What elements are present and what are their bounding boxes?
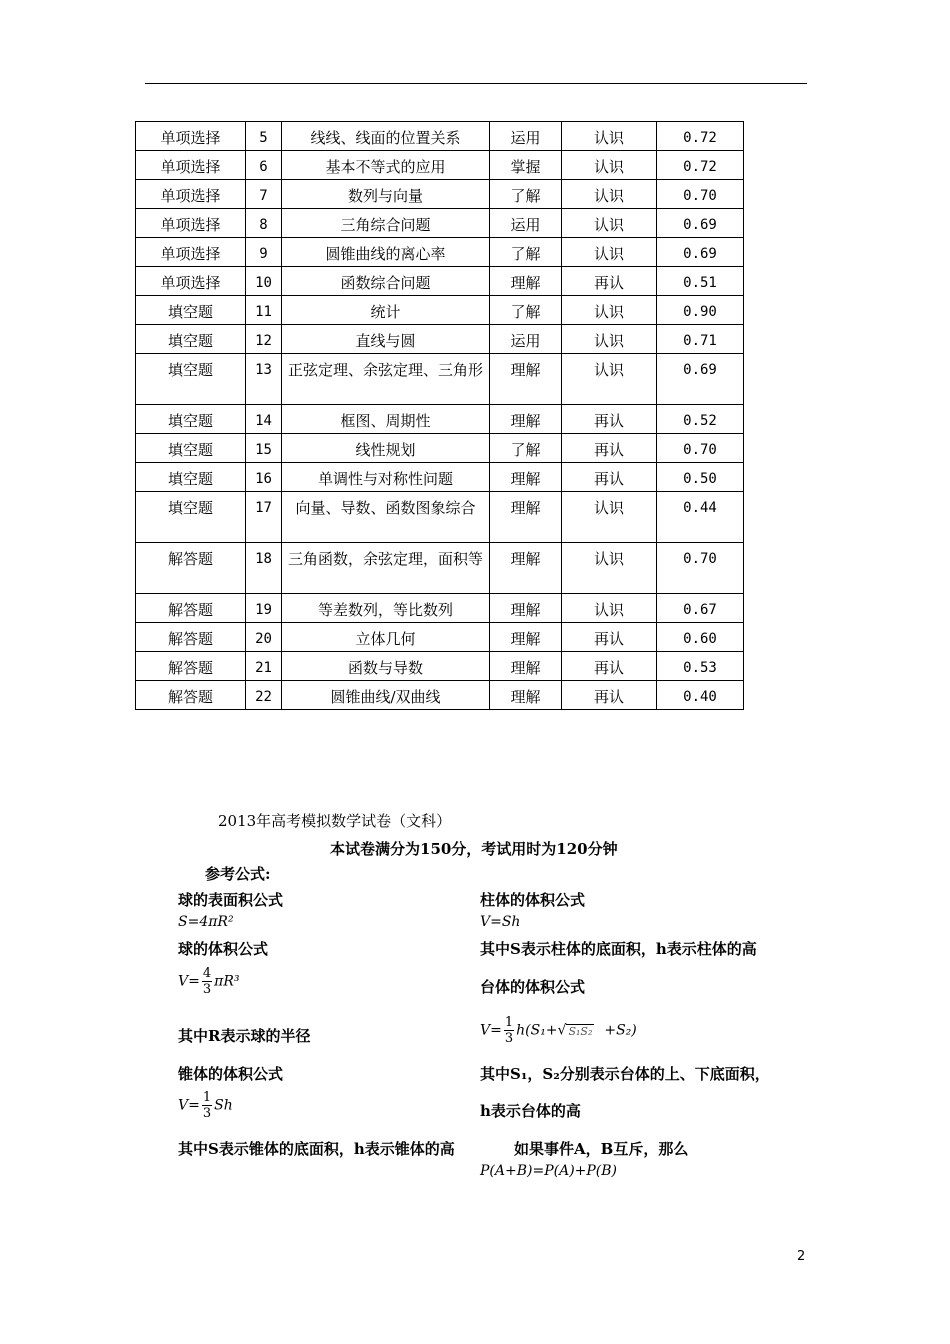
content-cell: 三角函数，余弦定理，面积等 [282,543,490,594]
table-row [136,652,744,681]
table-row [136,180,744,209]
question-number-cell: 22 [246,681,282,710]
level-cell: 理解 [490,354,562,405]
question-type-cell: 填空题 [136,405,246,434]
difficulty-cell: 0.69 [657,209,744,238]
cognition-cell: 再认 [562,623,657,652]
prism-volume-label: 柱体的体积公式 [480,891,586,909]
sphere-volume-num: 4 [202,966,212,981]
cognition-cell: 认识 [562,122,657,151]
cognition-cell: 再认 [562,434,657,463]
level-cell: 理解 [490,543,562,594]
difficulty-cell: 0.52 [657,405,744,434]
table-row [136,151,744,180]
table-row [136,492,744,543]
event-formula: P(A+B)=P(A)+P(B) [480,1163,618,1179]
question-type-cell: 单项选择 [136,209,246,238]
frustum-volume-fraction [504,1015,514,1046]
question-type-cell: 单项选择 [136,180,246,209]
question-type-cell: 解答题 [136,652,246,681]
question-type-cell: 填空题 [136,492,246,543]
spec-table-body [136,122,744,710]
table-row [136,209,744,238]
level-cell: 理解 [490,463,562,492]
cognition-cell: 认识 [562,180,657,209]
question-type-cell: 单项选择 [136,122,246,151]
frustum-volume-num: 1 [504,1015,514,1030]
table-row [136,463,744,492]
cognition-cell: 认识 [562,238,657,267]
difficulty-cell: 0.44 [657,492,744,543]
level-cell: 理解 [490,405,562,434]
question-number-cell: 11 [246,296,282,325]
content-cell: 线线、线面的位置关系 [282,122,490,151]
question-number-cell: 18 [246,543,282,594]
cognition-cell: 认识 [562,492,657,543]
table-row [136,681,744,710]
event-note: 如果事件A，B互斥，那么 [514,1140,689,1158]
question-type-cell: 填空题 [136,434,246,463]
question-type-cell: 单项选择 [136,151,246,180]
question-number-cell: 6 [246,151,282,180]
content-cell: 向量、导数、函数图象综合 [282,492,490,543]
question-type-cell: 解答题 [136,681,246,710]
difficulty-cell: 0.71 [657,325,744,354]
question-number-cell: 8 [246,209,282,238]
level-cell: 运用 [490,209,562,238]
level-cell: 理解 [490,594,562,623]
cognition-cell: 认识 [562,209,657,238]
difficulty-cell: 0.72 [657,151,744,180]
table-row [136,122,744,151]
cone-note: 其中S表示锥体的底面积，h表示锥体的高 [178,1140,455,1158]
level-cell: 运用 [490,325,562,354]
difficulty-cell: 0.69 [657,354,744,405]
table-row [136,594,744,623]
difficulty-cell: 0.50 [657,463,744,492]
question-number-cell: 19 [246,594,282,623]
cognition-cell: 认识 [562,594,657,623]
level-cell: 理解 [490,492,562,543]
cognition-cell: 认识 [562,325,657,354]
difficulty-cell: 0.70 [657,543,744,594]
frustum-volume-lhs: V= [480,1022,502,1039]
table-row [136,238,744,267]
difficulty-cell: 0.51 [657,267,744,296]
cone-volume-lhs: V= [178,1097,200,1114]
sphere-volume-den: 3 [202,982,212,997]
content-cell: 数列与向量 [282,180,490,209]
question-number-cell: 15 [246,434,282,463]
level-cell: 理解 [490,623,562,652]
question-number-cell: 13 [246,354,282,405]
level-cell: 了解 [490,238,562,267]
sphere-volume-formula [178,966,239,997]
level-cell: 了解 [490,180,562,209]
level-cell: 理解 [490,681,562,710]
question-number-cell: 21 [246,652,282,681]
difficulty-cell: 0.40 [657,681,744,710]
cognition-cell: 再认 [562,652,657,681]
content-cell: 单调性与对称性问题 [282,463,490,492]
sphere-radius-note: 其中R表示球的半径 [178,1027,311,1045]
exam-title: 2013年高考模拟数学试卷（文科） [218,812,452,830]
content-cell: 三角综合问题 [282,209,490,238]
table-row [136,267,744,296]
question-number-cell: 10 [246,267,282,296]
prism-note: 其中S表示柱体的底面积，h表示柱体的高 [480,940,757,958]
cognition-cell: 再认 [562,267,657,296]
difficulty-cell: 0.69 [657,238,744,267]
content-cell: 圆锥曲线的离心率 [282,238,490,267]
frustum-volume-sqrt: S₁S₂ [568,1024,593,1038]
question-number-cell: 14 [246,405,282,434]
level-cell: 了解 [490,434,562,463]
table-row [136,434,744,463]
question-type-cell: 解答题 [136,594,246,623]
cognition-cell: 认识 [562,151,657,180]
frustum-volume-den: 3 [504,1031,514,1046]
question-type-cell: 单项选择 [136,267,246,296]
prism-volume-formula: V=Sh [480,914,521,930]
question-number-cell: 9 [246,238,282,267]
cone-volume-fraction [202,1090,212,1121]
sphere-volume-fraction [202,966,212,997]
frustum-volume-label: 台体的体积公式 [480,978,586,996]
difficulty-cell: 0.72 [657,122,744,151]
cone-volume-label: 锥体的体积公式 [178,1065,284,1083]
question-type-cell: 填空题 [136,296,246,325]
frustum-volume-mid: h(S₁+ [516,1022,558,1039]
level-cell: 运用 [490,122,562,151]
sphere-volume-rhs: πR³ [214,973,240,990]
exam-subtitle: 本试卷满分为150分，考试用时为120分钟 [330,840,618,858]
question-number-cell: 7 [246,180,282,209]
sphere-area-label: 球的表面积公式 [178,891,284,909]
cognition-cell: 认识 [562,354,657,405]
cognition-cell: 认识 [562,296,657,325]
difficulty-cell: 0.70 [657,180,744,209]
table-row [136,354,744,405]
cone-volume-formula [178,1090,233,1121]
question-number-cell: 12 [246,325,282,354]
level-cell: 了解 [490,296,562,325]
content-cell: 立体几何 [282,623,490,652]
cognition-cell: 再认 [562,405,657,434]
cognition-cell: 认识 [562,543,657,594]
table-row [136,296,744,325]
content-cell: 统计 [282,296,490,325]
page-number: 2 [797,1249,806,1264]
question-type-cell: 解答题 [136,623,246,652]
question-type-cell: 单项选择 [136,238,246,267]
table-row [136,543,744,594]
frustum-note-2: h表示台体的高 [480,1102,581,1120]
content-cell: 正弦定理、余弦定理、三角形 [282,354,490,405]
content-cell: 函数综合问题 [282,267,490,296]
table-row [136,623,744,652]
content-cell: 函数与导数 [282,652,490,681]
spec-table [135,121,744,710]
table-row [136,405,744,434]
difficulty-cell: 0.53 [657,652,744,681]
cone-volume-rhs: Sh [214,1097,233,1114]
cognition-cell: 再认 [562,681,657,710]
difficulty-cell: 0.67 [657,594,744,623]
cone-volume-num: 1 [202,1090,212,1105]
formula-heading: 参考公式: [205,865,271,883]
difficulty-cell: 0.70 [657,434,744,463]
sphere-volume-lhs: V= [178,973,200,990]
table-row [136,325,744,354]
frustum-note-1: 其中S₁，S₂分别表示台体的上、下底面积， [480,1065,770,1083]
header-rule [145,83,807,84]
content-cell: 等差数列，等比数列 [282,594,490,623]
level-cell: 理解 [490,652,562,681]
content-cell: 基本不等式的应用 [282,151,490,180]
question-type-cell: 填空题 [136,463,246,492]
question-number-cell: 16 [246,463,282,492]
cognition-cell: 再认 [562,463,657,492]
frustum-volume-end: +S₂) [604,1022,637,1039]
frustum-volume-formula: V= $\frac{1}{3}$ h(S₁+√ S₁S₂ +S₂) [480,1015,637,1046]
content-cell: 线性规划 [282,434,490,463]
question-number-cell: 20 [246,623,282,652]
cone-volume-den: 3 [202,1106,212,1121]
sphere-volume-label: 球的体积公式 [178,940,269,958]
level-cell: 理解 [490,267,562,296]
question-type-cell: 解答题 [136,543,246,594]
content-cell: 框图、周期性 [282,405,490,434]
content-cell: 直线与圆 [282,325,490,354]
difficulty-cell: 0.90 [657,296,744,325]
sphere-area-formula: S=4πR² [178,914,234,930]
difficulty-cell: 0.60 [657,623,744,652]
question-number-cell: 5 [246,122,282,151]
question-type-cell: 填空题 [136,354,246,405]
level-cell: 掌握 [490,151,562,180]
content-cell: 圆锥曲线/双曲线 [282,681,490,710]
question-type-cell: 填空题 [136,325,246,354]
question-number-cell: 17 [246,492,282,543]
